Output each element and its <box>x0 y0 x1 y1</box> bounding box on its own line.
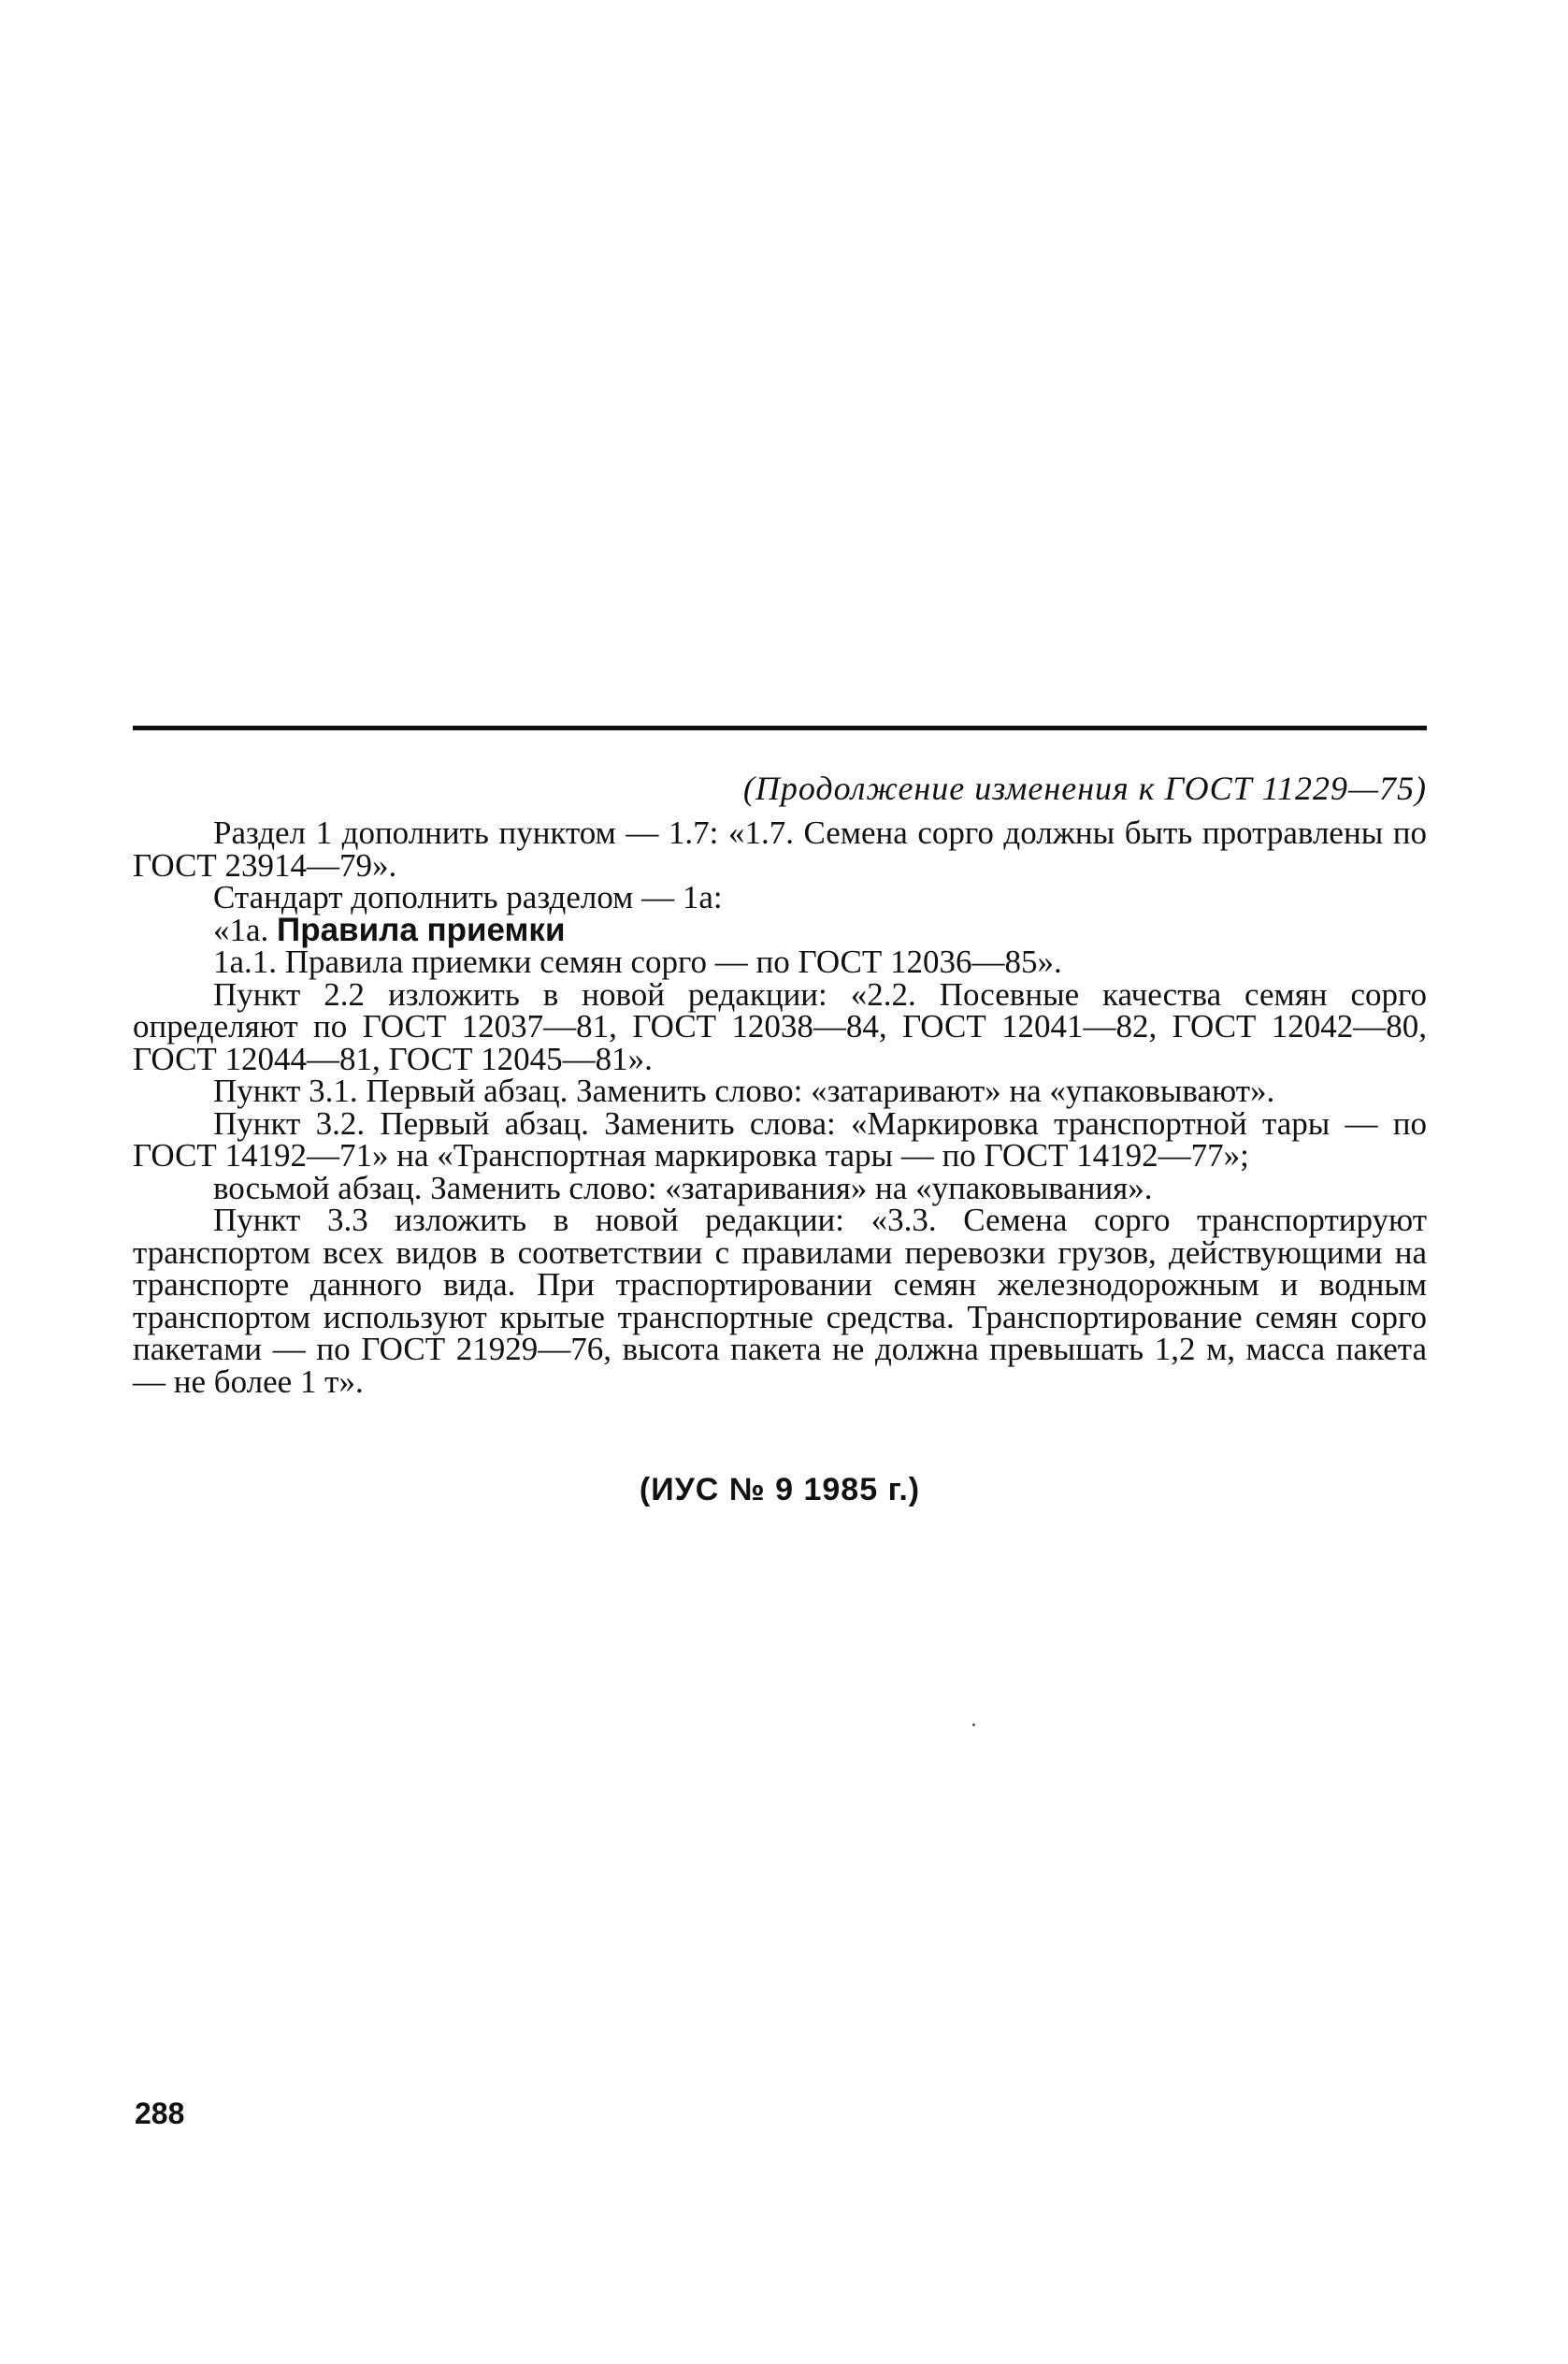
continuation-header: (Продолжение изменения к ГОСТ 11229—75) <box>742 770 1427 807</box>
top-rule <box>133 726 1427 730</box>
page-number: 288 <box>135 2097 185 2130</box>
section-heading-prefix: «1а. <box>213 911 278 948</box>
paragraph-5: Пункт 3.1. Первый абзац. Заменить слово: «затаривают» на «упаковывают». <box>213 1073 1275 1109</box>
paragraph-4: Пункт 2.2 изложить в новой редакции: «2.2. Посевные качества семян сорго определяют по ГОСТ 12037—81, ГОСТ 12038—84, ГОСТ 12041—82, ГОСТ 12042—80, ГОСТ 12044—81, ГОСТ 12045—81». <box>133 975 1427 1077</box>
amendment-text <box>133 814 1427 1400</box>
scan-speck <box>972 1723 975 1726</box>
section-heading: Правила приемки <box>277 911 566 948</box>
paragraph-1: Раздел 1 дополнить пунктом — 1.7: «1.7. Семена сорго должны быть протравлены по ГОСТ 23914—79». <box>133 814 1427 884</box>
paragraph-2: Стандарт дополнить разделом — 1а: <box>213 879 723 915</box>
paragraph-3: 1а.1. Правила приемки семян сорго — по ГОСТ 12036—85». <box>213 944 1062 980</box>
paragraph-7: восьмой абзац. Заменить слово: «затаривания» на «упаковывания». <box>213 1169 1153 1206</box>
paragraph-8: Пункт 3.3 изложить в новой редакции: «3.3. Семена сорго транспортируют транспортом всех видов в соответствии с правилами перевозки грузов, действующими на транспорте данного вида. При траспортировании семян железнодорожным и водным транспортом используют крытые транспортные средства. Транспортирование семян сорго пакетами — по ГОСТ 21929—76, высота пакета не должна превышать 1,2 м, масса пакета — не более 1 т». <box>133 1202 1427 1400</box>
ius-reference: (ИУС № 9 1985 г.) <box>639 1472 921 1507</box>
section-heading-line <box>133 911 1427 948</box>
paragraph-6: Пункт 3.2. Первый абзац. Заменить слова: «Маркировка транспортной тары — по ГОСТ 14192—71» на «Транспортная маркировка тары — по ГОСТ 14192—77»; <box>133 1104 1427 1174</box>
